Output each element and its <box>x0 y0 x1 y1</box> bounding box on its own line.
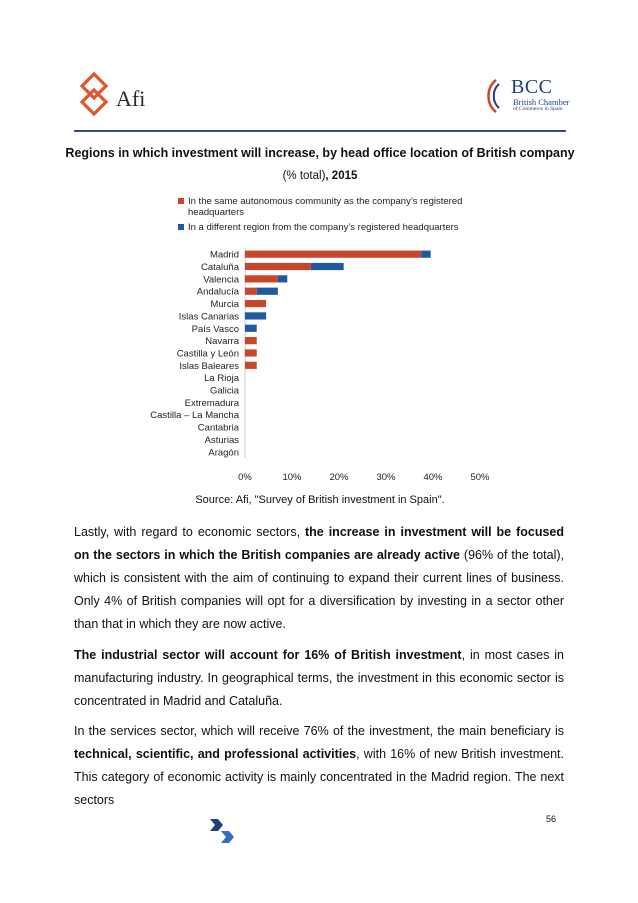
bar-segment-series-1 <box>245 251 421 258</box>
paragraph-industrial-sector <box>74 644 564 713</box>
category-label: Valencia <box>203 274 239 286</box>
category-label: Extremadura <box>184 397 239 409</box>
bar-segment-series-1 <box>245 300 266 307</box>
legend-swatch-same-region <box>178 198 184 204</box>
category-label: Islas Baleares <box>179 360 239 372</box>
p2-run-1: , in most cases in manufacturing industry. In geographical terms, the investment in this economic sector is concentrated in Madrid and Cataluña. <box>74 648 564 708</box>
bcc-logo-mark <box>484 78 508 114</box>
header-divider <box>74 130 566 132</box>
bar-segment-series-1 <box>245 337 257 344</box>
category-label: Navarra <box>205 336 239 348</box>
chart-source: Source: Afi, "Survey of British investment in Spain". <box>195 494 445 506</box>
category-label: Murcia <box>210 299 239 311</box>
category-label: La Rioja <box>204 373 239 385</box>
category-label: Cataluña <box>200 262 239 274</box>
category-label: Asturias <box>204 434 239 446</box>
bar-segment-series-1 <box>245 362 257 369</box>
bar-segment-series-1 <box>245 349 257 356</box>
legend-swatch-different-region <box>178 224 184 230</box>
page-number: 56 <box>546 814 557 824</box>
bar-segment-series-2 <box>311 263 344 270</box>
bar-segment-series-2 <box>257 288 278 295</box>
legend-label-different-region: In a different region from the company’s registered headquarters <box>188 222 459 233</box>
p1-run-1: the increase in investment will be focused on the sectors in which the British companies are already active <box>74 525 564 562</box>
bar-segment-series-2 <box>245 312 266 319</box>
category-label: País Vasco <box>191 323 239 335</box>
legend-label-same-region-line2: headquarters <box>188 207 244 218</box>
bcc-logo-title: BCC <box>511 76 553 98</box>
paragraph-economic-sectors <box>74 521 564 636</box>
chart-title: Regions in which investment will increase, by head office location of British company <box>65 146 575 160</box>
legend-entry-different-region <box>178 222 498 233</box>
legend-entry-same-region <box>178 196 498 218</box>
category-label: Castilla y León <box>176 348 239 360</box>
bar-segment-series-1 <box>245 275 278 282</box>
bar-segment-series-2 <box>278 275 287 282</box>
bar-segment-series-1 <box>245 263 311 270</box>
paragraph-services-sector <box>74 720 564 812</box>
chart-subtitle-unit: (% total) <box>282 170 326 182</box>
bar-segment-series-1 <box>245 288 257 295</box>
chevron-logo-icon <box>208 817 238 845</box>
x-tick-label: 30% <box>376 471 396 480</box>
x-tick-label: 40% <box>423 471 443 480</box>
category-label: Aragón <box>208 447 239 459</box>
p1-run-0: Lastly, with regard to economic sectors, <box>74 525 305 539</box>
legend-label-same-region-line1: In the same autonomous community as the company’s registered <box>188 196 463 207</box>
chart-subtitle-year: , 2015 <box>325 170 358 182</box>
category-label: Andalucía <box>196 286 239 298</box>
category-label: Castilla – La Mancha <box>150 410 239 422</box>
x-tick-label: 20% <box>329 471 349 480</box>
bar-segment-series-2 <box>245 325 257 332</box>
p3-run-0: In the services sector, which will receive 76% of the investment, the main beneficiary is <box>74 724 564 738</box>
p3-run-1: technical, scientific, and professional activities <box>74 747 357 761</box>
chart-legend <box>178 196 498 237</box>
p1-run-2: (96% of the total), which is consistent with the aim of continuing to expand their current lines of business. Only 4% of British companies will opt for a diversification by investing in a sector other than that in which they are now active. <box>74 548 564 631</box>
category-label: Cantabria <box>197 422 239 434</box>
afi-logo-text: Afi <box>116 86 146 111</box>
category-label: Galicia <box>209 385 239 397</box>
bcc-logo-subtitle-2: of Commerce in Spain <box>513 106 563 112</box>
bcc-logo-subtitle: British Chamber <box>513 97 570 107</box>
x-tick-label: 50% <box>470 471 490 480</box>
x-tick-label: 0% <box>238 471 252 480</box>
bar-segment-series-2 <box>421 251 430 258</box>
p3-run-2: , with 16% of new British investment. This category of economic activity is mainly concentrated in the Madrid region. The next sectors <box>74 747 565 807</box>
category-label: Islas Canarias <box>178 311 239 323</box>
category-label: Madrid <box>209 249 239 261</box>
p2-run-0: The industrial sector will account for 16% of British investment <box>74 648 462 662</box>
x-tick-label: 10% <box>282 471 302 480</box>
bar-chart <box>0 240 638 480</box>
chart-subtitle <box>60 170 580 182</box>
